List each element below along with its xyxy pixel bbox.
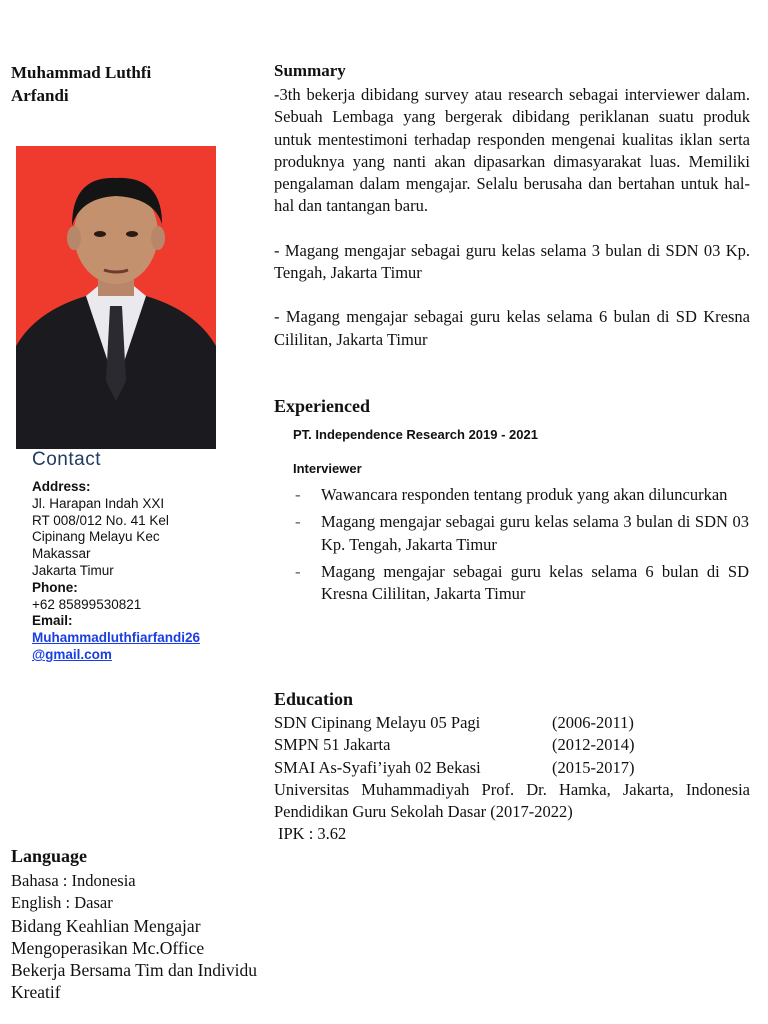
phone-number: +62 85899530821 [32, 596, 142, 612]
education-heading: Education [274, 689, 354, 709]
bullet-dash: - [295, 512, 301, 532]
email-link-part-2: @gmail.com [32, 646, 112, 662]
education-row [274, 712, 750, 734]
university-program: Pendidikan Guru Sekolah Dasar (2017-2022) [274, 802, 573, 822]
list-item [295, 484, 749, 506]
summary-paragraph: -3th bekerja dibidang survey atau research sebagai interviewer dalam. Sebuah Lembaga yang bergerak dibidang periklanan suatu produk untuk mentestimoni terhadap responden mengenai kualitas iklan serta produknya yang nanti akan dipasarkan dimasyarakat luas. Memiliki pengalaman dalam mengajar. Selalu berusaha dan bertahan untuk hal-hal dan tantangan baru. [274, 85, 750, 216]
education-school: SMPN 51 Jakarta [274, 735, 391, 755]
skill-line: Bidang Keahlian Mengajar [11, 915, 201, 936]
person-portrait-icon [16, 146, 216, 449]
skill-line: Kreatif [11, 982, 61, 1003]
address-line: Makassar [32, 546, 91, 562]
phone-label: Phone: [32, 579, 78, 595]
experience-list [295, 484, 749, 610]
experience-item-text: Wawancara responden tentang produk yang akan diluncurkan [321, 485, 728, 504]
experience-item-text: Magang mengajar sebagai guru kelas selama 3 bulan di SDN 03 Kp. Tengah, Jakarta Timur [321, 512, 749, 554]
candidate-name [11, 61, 231, 107]
contact-details [32, 479, 232, 664]
education-ipk: IPK : 3.62 [278, 824, 347, 844]
address-line: RT 008/012 No. 41 Kel [32, 512, 169, 528]
education-years: (2015-2017) [552, 757, 635, 777]
summary-heading: Summary [274, 61, 346, 80]
list-item [295, 511, 749, 556]
experience-company: PT. Independence Research 2019 - 2021 [293, 427, 538, 442]
language-line: English : Dasar [11, 893, 113, 913]
education-row [274, 734, 750, 756]
education-university [274, 779, 750, 824]
education-section [274, 712, 750, 846]
language-section [11, 870, 371, 1004]
experience-heading: Experienced [274, 396, 370, 416]
profile-photo [16, 146, 216, 449]
address-line: Cipinang Melayu Kec [32, 529, 160, 545]
university-name: Universitas Muhammadiyah Prof. Dr. Hamka, Jakarta, Indonesia [274, 779, 750, 799]
address-line: Jakarta Timur [32, 562, 114, 578]
skill-line: Mengoperasikan Mc.Office [11, 937, 205, 958]
list-item [295, 561, 749, 606]
summary-paragraph: - Magang mengajar sebagai guru kelas selama 6 bulan di SD Kresna Cililitan, Jakarta Timur [274, 307, 750, 349]
summary-paragraph: - Magang mengajar sebagai guru kelas selama 3 bulan di SDN 03 Kp. Tengah, Jakarta Timur [274, 240, 750, 283]
email-link-part-1: Muhammadluthfiarfandi26 [32, 630, 201, 646]
summary-section [274, 84, 750, 351]
address-line: Jl. Harapan Indah XXI [32, 495, 165, 511]
education-school: SDN Cipinang Melayu 05 Pagi [274, 713, 481, 732]
email-label: Email: [32, 613, 73, 629]
education-school: SMAI As-Syafi’iyah 02 Bekasi [274, 757, 481, 777]
bullet-dash: - [295, 485, 301, 504]
contact-heading: Contact [32, 449, 101, 470]
experience-role: Interviewer [293, 461, 362, 476]
name-line-1: Muhammad Luthfi [11, 63, 152, 82]
skill-line: Bekerja Bersama Tim dan Individu [11, 960, 257, 981]
education-years: (2006-2011) [552, 713, 634, 732]
education-row [274, 757, 750, 779]
language-heading: Language [11, 846, 88, 866]
name-line-2: Arfandi [11, 86, 69, 105]
language-line: Bahasa : Indonesia [11, 871, 136, 890]
email-link[interactable] [32, 630, 200, 662]
experience-item-text: Magang mengajar sebagai guru kelas selama 6 bulan di SD Kresna Cililitan, Jakarta Timur [321, 561, 749, 604]
address-label: Address: [32, 479, 91, 494]
bullet-dash: - [295, 561, 301, 581]
education-years: (2012-2014) [552, 735, 635, 755]
